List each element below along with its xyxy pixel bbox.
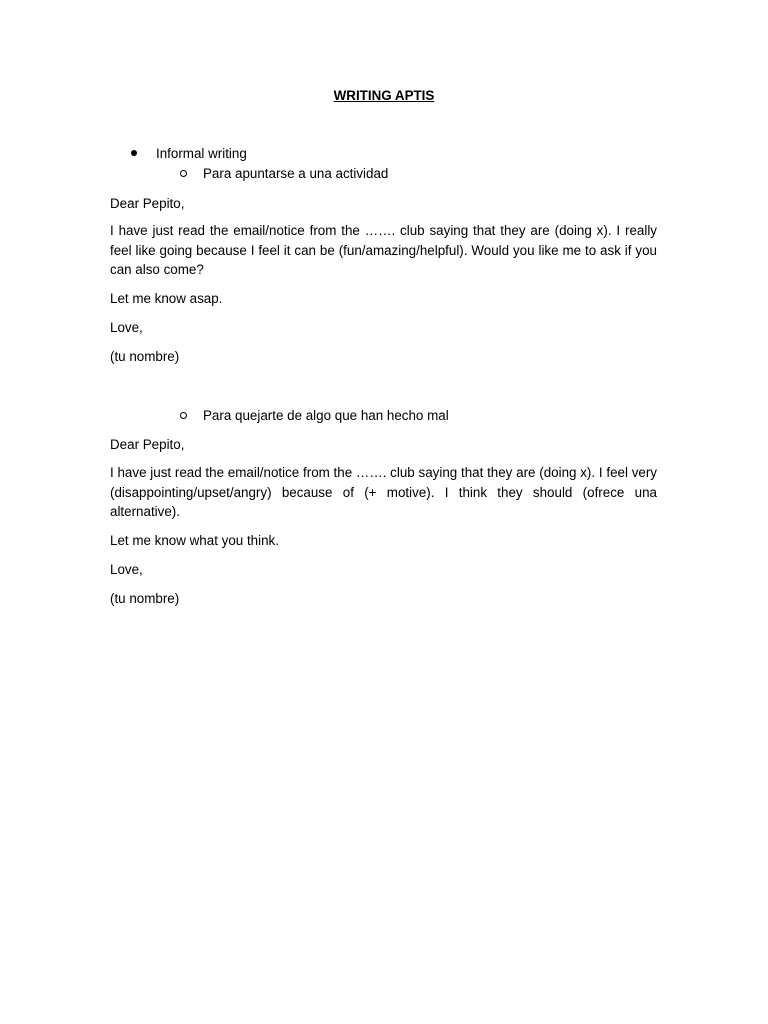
sub-bullet-apuntarse: Para apuntarse a una actividad — [203, 166, 389, 181]
letter2-body: I have just read the email/notice from the ……. club saying that they are (doing x). I feel very (disappointing/upset/angry) because of (+ motive). I think they should (ofrece una alternative). — [110, 465, 657, 519]
letter1-closing-line: Let me know asap. — [110, 291, 223, 306]
letter1-body: I have just read the email/notice from the ……. club saying that they are (doing x). I really feel like going because I feel it can be (fun/amazing/helpful). Would you like me to ask if you can also come? — [110, 223, 657, 277]
page-title: WRITING APTIS — [333, 88, 435, 103]
sub-bullet-circle-icon — [180, 170, 187, 177]
bullet-dot-icon — [131, 150, 137, 156]
letter2-signature: (tu nombre) — [110, 591, 180, 606]
letter1-signature: (tu nombre) — [110, 349, 180, 364]
letter2-greeting: Dear Pepito, — [110, 437, 185, 452]
bullet-informal-writing: Informal writing — [156, 146, 247, 161]
letter1-signoff: Love, — [110, 320, 143, 335]
letter2-signoff: Love, — [110, 562, 143, 577]
letter2-closing-line: Let me know what you think. — [110, 533, 279, 548]
sub-bullet-circle-icon — [180, 412, 187, 419]
sub-bullet-quejarte: Para quejarte de algo que han hecho mal — [203, 408, 449, 423]
letter1-greeting: Dear Pepito, — [110, 196, 185, 211]
